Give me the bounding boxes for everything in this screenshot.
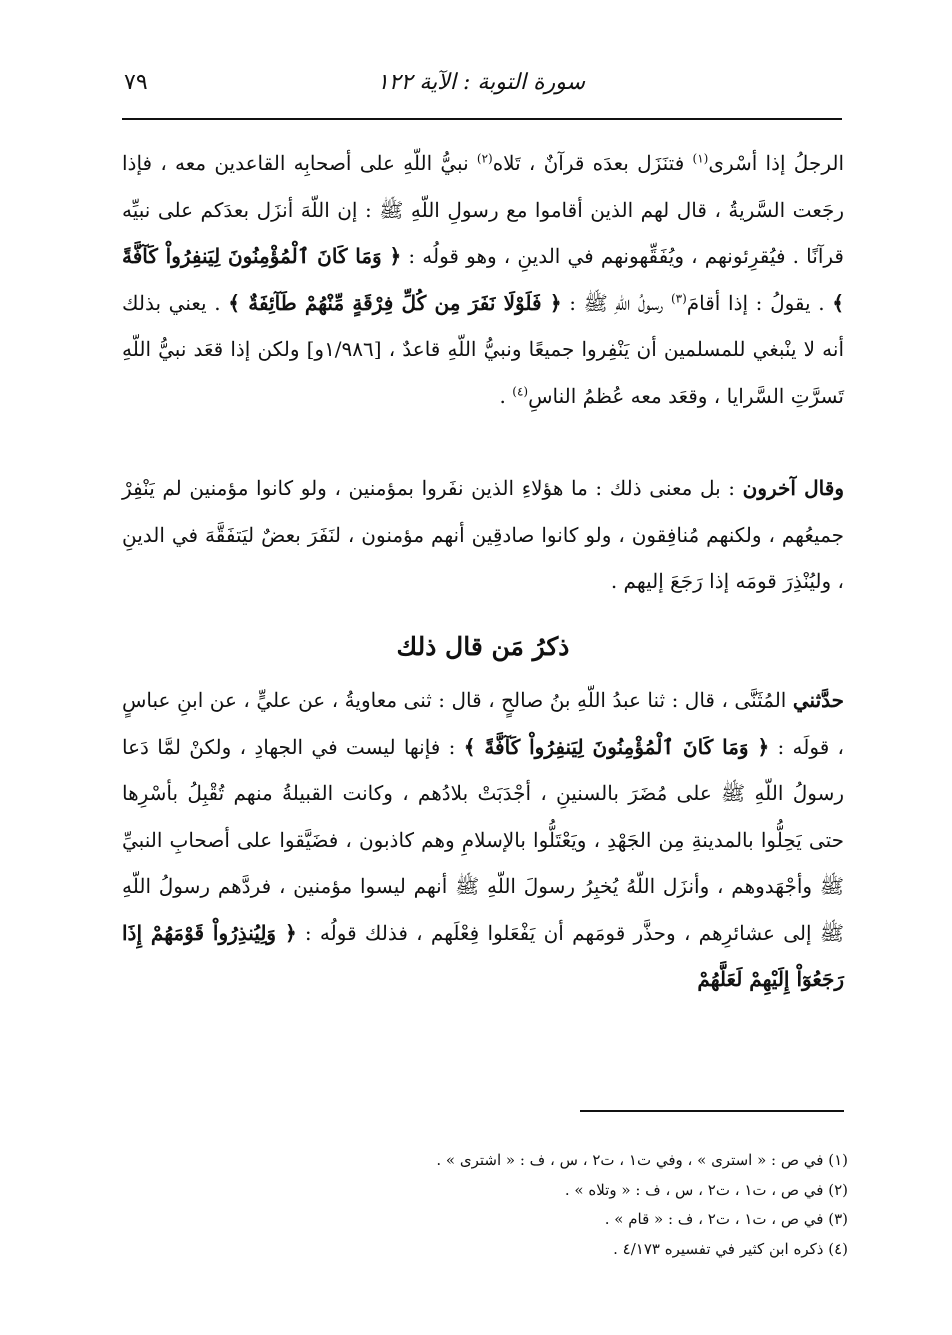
text-run: . xyxy=(499,383,513,408)
quran-verse: ﴿ وَمَا كَانَ ٱلْمُؤْمِنُونَ لِيَنفِرُواْ كَآفَّةً ﴾ xyxy=(463,734,770,759)
running-title: سورة التوبة : الآية ١٢٢ xyxy=(376,70,586,95)
footnote-ref-4: (٤) xyxy=(512,383,529,398)
text-run: الرجلُ إذا أسْرى xyxy=(708,151,844,175)
quran-verse: ﴿ وَمَا كَانَ ٱلْمُؤْمِنُونَ لِيَنفِرُواْ كَآفَّةً ﴾ xyxy=(122,244,844,315)
text-run: : بل معنى ذلك : ما هؤلاءِ الذين نفَروا بمؤمنين ، ولو كانوا مؤمنين لم يَنْفِرْ جميعُهم ، ولكنهم مُنافِقون ، ولو كانوا صادقِين أنهم مؤمنون ، لنَفَرَ بعضٌ ليَتفَقَّهَ في الدينِ ، وليُنْذِرَ قومَه إذا رَجَعَ إليهم . xyxy=(122,476,844,593)
footnote-ref-3: (٣) xyxy=(670,290,687,305)
page-number: ٧٩ xyxy=(124,70,148,95)
text-run: : فإنها ليست في الجهادِ ، ولكنْ لمَّا دَعا رسولُ اللّهِ ﷺ على مُضَرَ بالسنينِ ، أجْدَبَتْ بلادُهم ، وكانت القبيلةُ منهم تُقْبِلُ بأسْرِها حتى يَحِلُّوا بالمدينةِ مِن الجَهْدِ ، ويَعْتَلُّوا بالإسلامِ وهم كاذبون ، فضَيَّقوا على أصحابِ النبيِّ ﷺ وأجْهَدوهم ، وأنزَل اللّهُ يُخبِرُ رسولَ اللّهِ ﷺ أنهم ليسوا مؤمنين ، فردَّهم رسولُ اللّهِ ﷺ إلى عشائرِهم ، وحذَّر قومَهم أن يَفْعَلوا فِعْلَهم ، فذلك قولُه : xyxy=(122,734,844,945)
text-run: رسولُ اللّهِ ﷺ : xyxy=(561,290,671,315)
footnote-ref-2: (٢) xyxy=(476,151,493,166)
footnote-2: (٢) في ص ، ت١ ، ت٢ ، س ، ف : « وتلاه » . xyxy=(564,1180,848,1199)
text-run: . يقولُ : إذا أقامَ xyxy=(686,290,833,315)
paragraph-3 xyxy=(122,677,844,1003)
quran-verse: ﴿ فَلَوْلَا نَفَرَ مِن كُلِّ فِرْقَةٍ مِّنْهُمْ طَآئِفَةٌ ﴾ xyxy=(228,290,562,315)
text-run: نبيُّ اللّهِ على أصحابِه القاعدين معه ، فإذا رجَعت السَّريةُ ، قال لهم الذين أقاموا مع رسولِ اللّهِ ﷺ : إن اللّهَ أنزَل بعدَكم على نبيِّه قرآنًا . فيُقرِئونهم ، ويُفَقِّهونهم في الدينِ ، وهو قولُه : xyxy=(122,151,844,268)
footnote-4: (٤) ذكره ابن كثير في تفسيره ٤/١٧٣ . xyxy=(613,1239,848,1258)
paragraph-2 xyxy=(122,465,844,605)
lead-phrase: حدَّثني xyxy=(792,688,844,712)
page-header xyxy=(120,66,842,110)
main-text xyxy=(122,140,844,1003)
text-run: . يعني بذلك أنه لا ينْبغي للمسلمين أن يَنْفِروا جميعًا ونبيُّ اللّهِ قاعدٌ ، [١/٩٨٦و] ولكن إذا قعَد نبيُّ اللّهِ تَسرَّتِ السَّرايا ، وقعَد معه عُظمُ الناسِ xyxy=(122,290,845,408)
footnotes xyxy=(340,1146,848,1264)
quran-verse: ﴿ وَلِيُنذِرُواْ قَوْمَهُمْ إِذَا رَجَعُوٓاْ إِلَيْهِمْ لَعَلَّهُمْ xyxy=(122,920,844,991)
paragraph-1 xyxy=(122,140,844,465)
footnote-rule xyxy=(580,1110,844,1112)
footnote-3: (٣) في ص ، ت١ ، ت٢ ، ف : « قام » . xyxy=(604,1210,848,1228)
section-heading: ذكرُ مَن قال ذلك xyxy=(396,632,570,661)
text-run: المُثَنَّى ، قال : ثنا عبدُ اللّهِ بنُ صالحٍ ، قال : ثنى معاويةُ ، عن عليٍّ ، عن ابنِ عباسٍ ، قولَه : xyxy=(122,688,845,759)
lead-phrase: وقال آخرون xyxy=(742,476,844,500)
footnote-1: (١) في ص : « استرى » ، وفي ت١ ، ت٢ ، س ، ف : « اشترى » . xyxy=(436,1151,848,1169)
text-run: فتنَزَل بعدَه قرآنٌ ، تَلاه xyxy=(492,151,693,175)
footnote-ref-1: (١) xyxy=(692,151,709,166)
header-rule xyxy=(122,118,842,120)
